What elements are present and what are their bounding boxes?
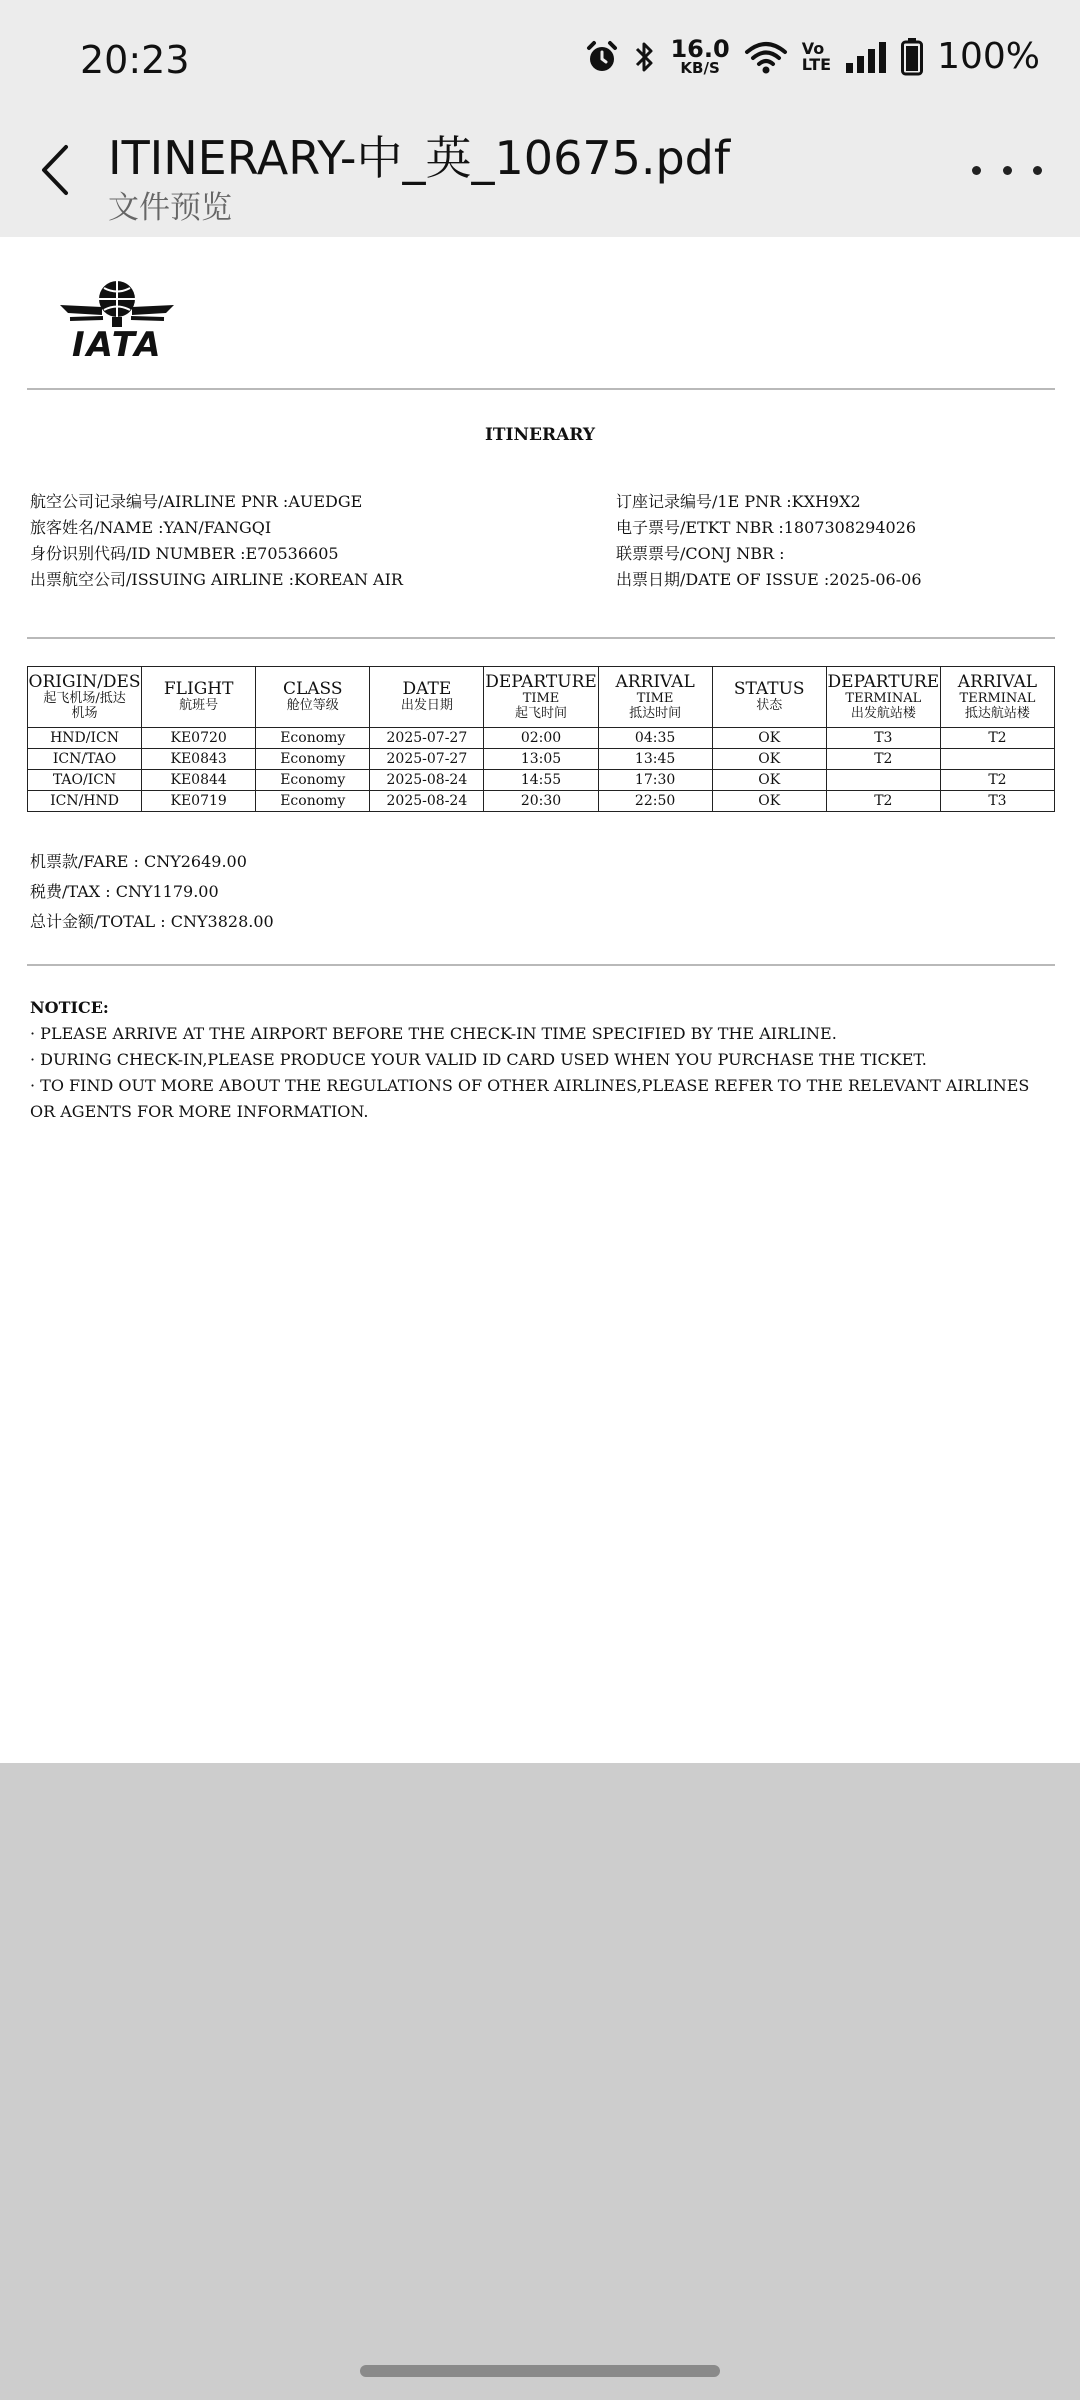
date-of-issue: 出票日期/DATE OF ISSUE :2025-06-06	[616, 570, 922, 589]
volte-indicator	[801, 39, 832, 74]
passenger-name: 旅客姓名/NAME :YAN/FANGQI	[30, 518, 272, 537]
conj-number: 联票票号/CONJ NBR :	[616, 544, 785, 563]
table-row: TAO/ICN KE0844 Economy 2025-08-24 14:55 17:30 OK T2	[28, 770, 1055, 791]
notice-section	[30, 995, 1050, 1125]
notice-item: · TO FIND OUT MORE ABOUT THE REGULATIONS OF OTHER AIRLINES,PLEASE REFER TO THE RELEVANT AIRLINES OR AGENTS FOR MORE INFORMATION.	[30, 1076, 1035, 1121]
issuing-airline: 出票航空公司/ISSUING AIRLINE :KOREAN AIR	[30, 570, 403, 589]
airline-pnr: 航空公司记录编号/AIRLINE PNR :AUEDGE	[30, 492, 363, 511]
alarm-icon	[584, 39, 620, 75]
header-origin-dest: ORIGIN/DES 起飞机场/抵达 机场	[28, 667, 142, 728]
home-indicator[interactable]	[360, 2365, 720, 2377]
logo-text: IATA	[72, 325, 163, 365]
network-speed-value: 16.0	[670, 35, 730, 63]
pdf-page[interactable]	[0, 237, 1080, 1763]
table-row: ICN/HND KE0719 Economy 2025-08-24 20:30 22:50 OK T2 T3	[28, 791, 1055, 812]
chevron-left-icon	[40, 144, 70, 196]
header-date: DATE 出发日期	[370, 667, 484, 728]
volte-bottom: LTE	[801, 54, 832, 74]
fare-amount: 机票款/FARE : CNY2649.00	[30, 852, 247, 871]
header-arrival-time: ARRIVAL TIME 抵达时间	[598, 667, 712, 728]
notice-title: NOTICE:	[30, 998, 109, 1017]
id-number: 身份识别代码/ID NUMBER :E70536605	[30, 544, 339, 563]
bluetooth-icon	[634, 40, 656, 74]
left-info-block	[30, 489, 403, 593]
back-button[interactable]	[30, 140, 80, 200]
header-status: STATUS 状态	[712, 667, 826, 728]
table-header-row	[28, 667, 1055, 728]
wifi-icon	[744, 40, 788, 74]
document-title: ITINERARY	[484, 425, 596, 445]
battery-percentage: 100%	[937, 36, 1040, 77]
status-icons	[584, 36, 1040, 77]
status-time: 20:23	[80, 38, 190, 82]
divider	[27, 388, 1055, 390]
right-info-block	[616, 489, 922, 593]
total-amount: 总计金额/TOTAL : CNY3828.00	[30, 912, 274, 931]
notice-item: · PLEASE ARRIVE AT THE AIRPORT BEFORE THE CHECK-IN TIME SPECIFIED BY THE AIRLINE.	[30, 1024, 837, 1043]
volte-top: Vo	[801, 39, 825, 59]
itinerary-table	[27, 666, 1055, 812]
notice-item: · DURING CHECK-IN,PLEASE PRODUCE YOUR VALID ID CARD USED WHEN YOU PURCHASE THE TICKET.	[30, 1050, 927, 1069]
file-title: ITINERARY-中_英_10675.pdf	[108, 131, 731, 185]
iata-logo	[58, 277, 176, 365]
network-speed-unit: KB/S	[680, 59, 720, 77]
header-departure-terminal: DEPARTURE TERMINAL 出发航站楼	[826, 667, 940, 728]
booking-pnr: 订座记录编号/1E PNR :KXH9X2	[616, 492, 861, 511]
divider	[27, 637, 1055, 639]
table-row: ICN/TAO KE0843 Economy 2025-07-27 13:05 13:45 OK T2	[28, 749, 1055, 770]
divider	[27, 964, 1055, 966]
battery-icon	[901, 38, 923, 76]
more-horizontal-icon	[972, 166, 981, 175]
etkt-number: 电子票号/ETKT NBR :1807308294026	[616, 518, 917, 537]
header-arrival-terminal: ARRIVAL TERMINAL 抵达航站楼	[940, 667, 1054, 728]
header-class: CLASS 舱位等级	[256, 667, 370, 728]
file-preview-subtitle: 文件预览	[108, 190, 232, 226]
network-speed	[670, 37, 729, 76]
table-row: HND/ICN KE0720 Economy 2025-07-27 02:00 04:35 OK T3 T2	[28, 728, 1055, 749]
tax-amount: 税费/TAX : CNY1179.00	[30, 882, 219, 901]
header-departure-time: DEPARTURE TIME 起飞时间	[484, 667, 598, 728]
header-flight: FLIGHT 航班号	[142, 667, 256, 728]
more-options-button[interactable]	[972, 150, 1042, 190]
top-bar	[0, 0, 1080, 237]
signal-icon	[845, 41, 887, 73]
